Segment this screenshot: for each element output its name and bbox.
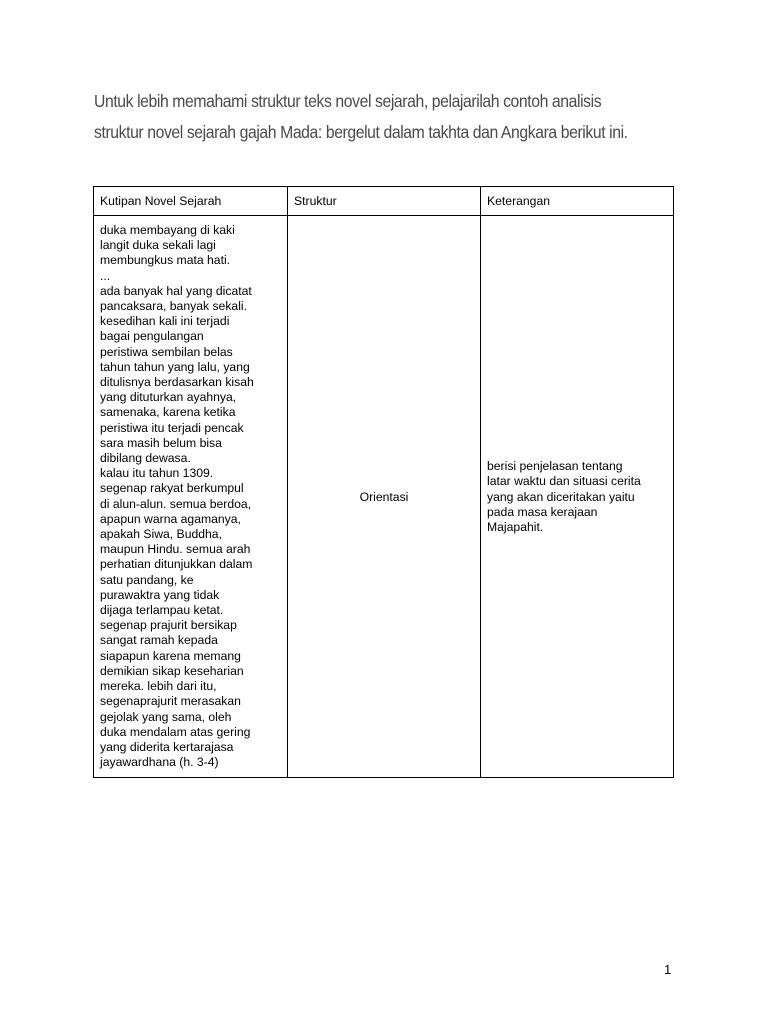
quote-line: siapapun karena memang [100, 648, 241, 663]
table-row [94, 216, 674, 778]
quote-line: segenap rakyat berkumpul [100, 481, 244, 496]
quote-line: kalau itu tahun 1309. [100, 466, 214, 481]
quote-line: dibilang dewasa. [100, 451, 191, 466]
note-line: pada masa kerajaan [487, 504, 598, 519]
quote-line: samenaka, karena ketika [100, 405, 236, 420]
quote-line: peristiwa sembilan belas [100, 344, 233, 359]
quote-line: sara masih belum bisa [100, 435, 222, 450]
quote-line: yang diderita kertarajasa [100, 739, 234, 754]
quote-line: kesedihan kali ini terjadi [100, 314, 230, 329]
quote-line: satu pandang, ke [100, 572, 194, 587]
quote-line: jayawardhana (h. 3-4) [100, 755, 219, 770]
page-number: 1 [664, 962, 672, 977]
quote-line: demikian sikap keseharian [100, 663, 244, 678]
quote-line: peristiwa itu terjadi pencak [100, 420, 244, 435]
note-cell [481, 216, 674, 778]
quote-line: gejolak yang sama, oleh [100, 709, 232, 724]
header-kutipan: Kutipan Novel Sejarah [94, 187, 288, 216]
intro-paragraph [94, 86, 652, 148]
quote-line: duka mendalam atas gering [100, 724, 251, 739]
intro-line-1: Untuk lebih memahami struktur teks novel sejarah, pelajarilah contoh analisis [94, 91, 602, 111]
quote-line: yang dituturkan ayahnya, [100, 390, 237, 405]
quote-line: mereka. lebih dari itu, [100, 679, 217, 694]
quote-line: ada banyak hal yang dicatat [100, 283, 252, 298]
note-line: Majapahit. [487, 519, 544, 534]
quote-line: sangat ramah kepada [100, 633, 218, 648]
quote-line: membungkus mata hati. [100, 253, 231, 268]
quote-line: ... [100, 268, 111, 283]
table-header-row [94, 187, 674, 216]
structure-cell: Orientasi [288, 216, 481, 778]
quote-line: segenap prajurit bersikap [100, 618, 237, 633]
note-line: latar waktu dan situasi cerita [487, 474, 641, 489]
quote-line: perhatian ditunjukkan dalam [100, 557, 253, 572]
quote-line: apakah Siwa, Buddha, [100, 527, 222, 542]
quote-line: pancaksara, banyak sekali. [100, 299, 248, 314]
quote-line: dijaga terlampau ketat. [100, 603, 224, 618]
quote-line: tahun tahun yang lalu, yang [100, 359, 250, 374]
note-line: yang akan diceritakan yaitu [487, 489, 635, 504]
quote-line: bagai pengulangan [100, 329, 204, 344]
quote-line: langit duka sekali lagi [100, 238, 216, 253]
quote-line: maupun Hindu. semua arah [100, 542, 251, 557]
intro-line-2: struktur novel sejarah gajah Mada: bergelut dalam takhta dan Angkara berikut ini. [94, 122, 628, 142]
quote-line: duka membayang di kaki [100, 223, 235, 237]
quote-line: segenaprajurit merasakan [100, 694, 241, 709]
quote-cell [94, 216, 288, 778]
quote-line: purawaktra yang tidak [100, 587, 220, 602]
quote-line: apapun warna agamanya, [100, 511, 241, 526]
note-line: berisi penjelasan tentang [487, 459, 623, 474]
header-keterangan: Keterangan [481, 187, 674, 216]
quote-line: di alun-alun. semua berdoa, [100, 496, 252, 511]
header-struktur: Struktur [288, 187, 481, 216]
analysis-table [93, 186, 674, 778]
quote-line: ditulisnya berdasarkan kisah [100, 375, 254, 390]
